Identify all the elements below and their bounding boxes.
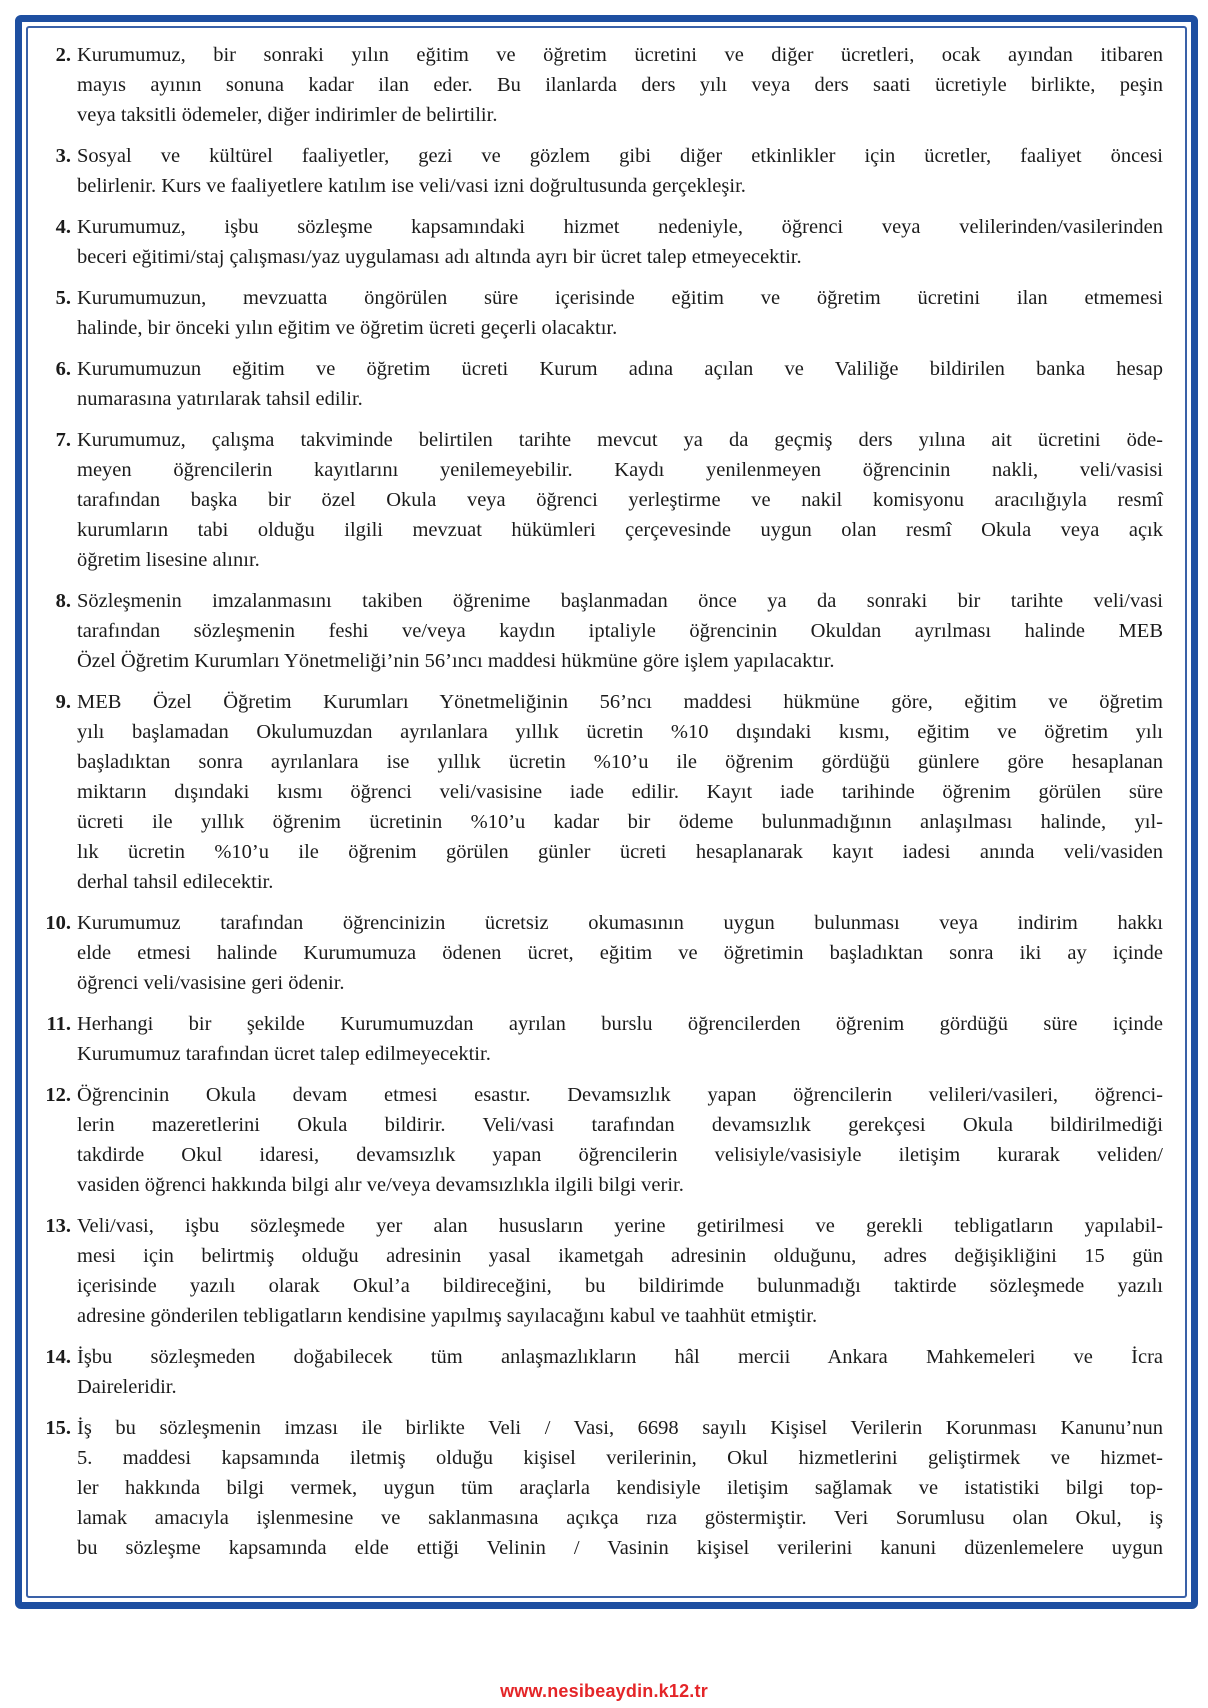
term-number: 3. bbox=[55, 145, 71, 167]
term-line: mesi için belirtmiş olduğu adresinin yasal ikametgah adresinin olduğunu, adres değişikliğini 15 gün bbox=[77, 1245, 1163, 1267]
term-line: öğrenci veli/vasisine geri ödenir. bbox=[77, 972, 345, 994]
term-text bbox=[77, 283, 1163, 343]
term-line: Sözleşmenin imzalanmasını takiben öğrenime başlanmadan önce ya da sonraki bir tarihte veli/vasi bbox=[77, 590, 1163, 612]
term-text bbox=[77, 1080, 1163, 1200]
term-text bbox=[77, 1211, 1163, 1331]
term-line: Kurumumuz, işbu sözleşme kapsamındaki hizmet nedeniyle, öğrenci veya velilerinden/vasilerinden bbox=[77, 216, 1163, 238]
term-number: 5. bbox=[55, 287, 71, 309]
term-text bbox=[77, 687, 1163, 897]
term-line: miktarın dışındaki kısmı öğrenci veli/vasisine iade edilir. Kayıt iade tarihinde öğrenim görülen süre bbox=[77, 781, 1163, 803]
term-line: ler hakkında bilgi vermek, uygun tüm araçlarla kendisiyle iletişim sağlamak ve istatistiki bilgi top- bbox=[77, 1477, 1163, 1499]
term-item bbox=[40, 908, 1163, 998]
term-item bbox=[40, 212, 1163, 272]
term-line: meyen öğrencilerin kayıtlarını yenilemeyebilir. Kaydı yenilenmeyen öğrencinin nakli, veli/vasisi bbox=[77, 459, 1163, 481]
term-item bbox=[40, 283, 1163, 343]
term-number: 7. bbox=[55, 429, 71, 451]
term-item bbox=[40, 1413, 1163, 1563]
term-item bbox=[40, 40, 1163, 130]
term-line: Kurumumuz tarafından ücret talep edilmeyecektir. bbox=[77, 1043, 491, 1065]
term-number: 6. bbox=[55, 358, 71, 380]
term-number: 2. bbox=[55, 44, 71, 66]
term-text bbox=[77, 212, 1163, 272]
term-text bbox=[77, 425, 1163, 575]
term-number: 9. bbox=[55, 691, 71, 713]
term-line: 5. maddesi kapsamında iletmiş olduğu kişisel verilerinin, Okul hizmetlerini geliştirmek ve hizmet- bbox=[77, 1447, 1163, 1469]
term-line: Özel Öğretim Kurumları Yönetmeliği’nin 56’ıncı maddesi hükmüne göre işlem yapılacaktır. bbox=[77, 650, 835, 672]
term-number: 13. bbox=[45, 1215, 71, 1237]
contract-frame bbox=[15, 15, 1198, 1609]
term-line: numarasına yatırılarak tahsil edilir. bbox=[77, 388, 363, 410]
term-number: 14. bbox=[45, 1346, 71, 1368]
term-text bbox=[77, 1009, 1163, 1069]
term-line: yılı başlamadan Okulumuzdan ayrılanlara yıllık ücretin %10 dışındaki kısmı, eğitim ve öğretim yılı bbox=[77, 721, 1163, 743]
term-item bbox=[40, 141, 1163, 201]
term-line: veya taksitli ödemeler, diğer indirimler de belirtilir. bbox=[77, 104, 498, 126]
term-number: 12. bbox=[45, 1084, 71, 1106]
term-line: Herhangi bir şekilde Kurumumuzdan ayrılan burslu öğrencilerden öğrenim gördüğü süre içinde bbox=[77, 1013, 1163, 1035]
contract-frame-inner bbox=[26, 26, 1187, 1598]
term-line: tarafından başka bir özel Okula veya öğrenci yerleştirme ve nakil komisyonu aracılığıyla resmî bbox=[77, 489, 1163, 511]
terms-list bbox=[28, 28, 1185, 1563]
term-line: başladıktan sonra ayrılanlara ise yıllık ücretin %10’u ile öğrenim gördüğü günlere göre hesaplanan bbox=[77, 751, 1163, 773]
term-line: öğretim lisesine alınır. bbox=[77, 549, 260, 571]
term-line: derhal tahsil edilecektir. bbox=[77, 871, 274, 893]
term-line: mayıs ayının sonuna kadar ilan eder. Bu ilanlarda ders yılı veya ders saati ücretiyle birlikte, peşin bbox=[77, 74, 1163, 96]
term-line: İşbu sözleşmeden doğabilecek tüm anlaşmazlıkların hâl mercii Ankara Mahkemeleri ve İcra bbox=[77, 1346, 1163, 1368]
term-line: Sosyal ve kültürel faaliyetler, gezi ve gözlem gibi diğer etkinlikler için ücretler, faaliyet öncesi bbox=[77, 145, 1163, 167]
term-text bbox=[77, 1342, 1163, 1402]
term-line: Veli/vasi, işbu sözleşmede yer alan hususların yerine getirilmesi ve gerekli tebligatların yapılabil- bbox=[77, 1215, 1163, 1237]
term-item bbox=[40, 1211, 1163, 1331]
term-line: belirlenir. Kurs ve faaliyetlere katılım ise veli/vasi izni doğrultusunda gerçekleşir. bbox=[77, 175, 746, 197]
term-text bbox=[77, 141, 1163, 201]
term-item bbox=[40, 1080, 1163, 1200]
term-line: tarafından sözleşmenin feshi ve/veya kaydın iptaliyle öğrencinin Okuldan ayrılması halinde MEB bbox=[77, 620, 1163, 642]
term-number: 15. bbox=[45, 1417, 71, 1439]
term-line: Kurumumuzun eğitim ve öğretim ücreti Kurum adına açılan ve Valiliğe bildirilen banka hesap bbox=[77, 358, 1163, 380]
term-line: ücreti ile yıllık öğrenim ücretinin %10’u kadar bir ödeme bulunmadığının anlaşılması halinde, yıl- bbox=[77, 811, 1163, 833]
term-text bbox=[77, 354, 1163, 414]
term-line: lamak amacıyla işlenmesine ve saklanmasına açıkça rıza göstermiştir. Veri Sorumlusu olan Okul, iş bbox=[77, 1507, 1163, 1529]
term-line: adresine gönderilen tebligatların kendisine yapılmış sayılacağını kabul ve taahhüt etmiştir. bbox=[77, 1305, 818, 1327]
term-item bbox=[40, 425, 1163, 575]
term-line: MEB Özel Öğretim Kurumları Yönetmeliğinin 56’ncı maddesi hükmüne göre, eğitim ve öğretim bbox=[77, 691, 1163, 713]
term-line: takdirde Okul idaresi, devamsızlık yapan öğrencilerin velisiyle/vasisiyle iletişim kurarak veliden/ bbox=[77, 1144, 1163, 1166]
term-text bbox=[77, 908, 1163, 998]
term-line: vasiden öğrenci hakkında bilgi alır ve/veya devamsızlıkla ilgili bilgi verir. bbox=[77, 1174, 684, 1196]
term-number: 4. bbox=[55, 216, 71, 238]
term-item bbox=[40, 687, 1163, 897]
term-line: elde etmesi halinde Kurumumuza ödenen ücret, eğitim ve öğretimin başladıktan sonra iki ay içinde bbox=[77, 942, 1163, 964]
term-line: Daireleridir. bbox=[77, 1376, 177, 1398]
term-line: içerisinde yazılı olarak Okul’a bildireceğini, bu bildirimde bulunmadığı taktirde sözleşmede yazılı bbox=[77, 1275, 1163, 1297]
term-line: Kurumumuzun, mevzuatta öngörülen süre içerisinde eğitim ve öğretim ücretini ilan etmemesi bbox=[77, 287, 1163, 309]
term-line: İş bu sözleşmenin imzası ile birlikte Veli / Vasi, 6698 sayılı Kişisel Verilerin Korunması Kanunu’nun bbox=[77, 1417, 1163, 1439]
term-line: Öğrencinin Okula devam etmesi esastır. Devamsızlık yapan öğrencilerin velileri/vasileri, öğrenci- bbox=[77, 1084, 1163, 1106]
term-number: 11. bbox=[46, 1013, 71, 1035]
term-number: 8. bbox=[55, 590, 71, 612]
term-line: beceri eğitimi/staj çalışması/yaz uygulaması adı altında ayrı bir ücret talep etmeyecektir. bbox=[77, 246, 802, 268]
term-text bbox=[77, 40, 1163, 130]
term-number: 10. bbox=[45, 912, 71, 934]
term-text bbox=[77, 1413, 1163, 1563]
term-line: Kurumumuz tarafından öğrencinizin ücretsiz okumasının uygun bulunması veya indirim hakkı bbox=[77, 912, 1163, 934]
term-line: lerin mazeretlerini Okula bildirir. Veli/vasi tarafından devamsızlık gerekçesi Okula bildirilmediği bbox=[77, 1114, 1163, 1136]
footer-url: www.nesibeaydin.k12.tr bbox=[500, 1681, 708, 1701]
term-line: halinde, bir önceki yılın eğitim ve öğretim ücreti geçerli olacaktır. bbox=[77, 317, 618, 339]
term-line: lık ücretin %10’u ile öğrenim görülen günler ücreti hesaplanarak kayıt iadesi anında veli/vasiden bbox=[77, 841, 1163, 863]
term-line: Kurumumuz, çalışma takviminde belirtilen tarihte mevcut ya da geçmiş ders yılına ait ücretini öde- bbox=[77, 429, 1163, 451]
page-footer bbox=[0, 1681, 1208, 1702]
term-line: bu sözleşme kapsamında elde ettiği Velinin / Vasinin kişisel verilerini kanuni düzenlemelere uygun bbox=[77, 1537, 1163, 1559]
term-item bbox=[40, 586, 1163, 676]
term-item bbox=[40, 1342, 1163, 1402]
term-line: Kurumumuz, bir sonraki yılın eğitim ve öğretim ücretini ve diğer ücretleri, ocak ayından itibaren bbox=[77, 44, 1163, 66]
term-line: kurumların tabi olduğu ilgili mevzuat hükümleri çerçevesinde uygun olan resmî Okula veya açık bbox=[77, 519, 1163, 541]
term-item bbox=[40, 354, 1163, 414]
term-text bbox=[77, 586, 1163, 676]
term-item bbox=[40, 1009, 1163, 1069]
